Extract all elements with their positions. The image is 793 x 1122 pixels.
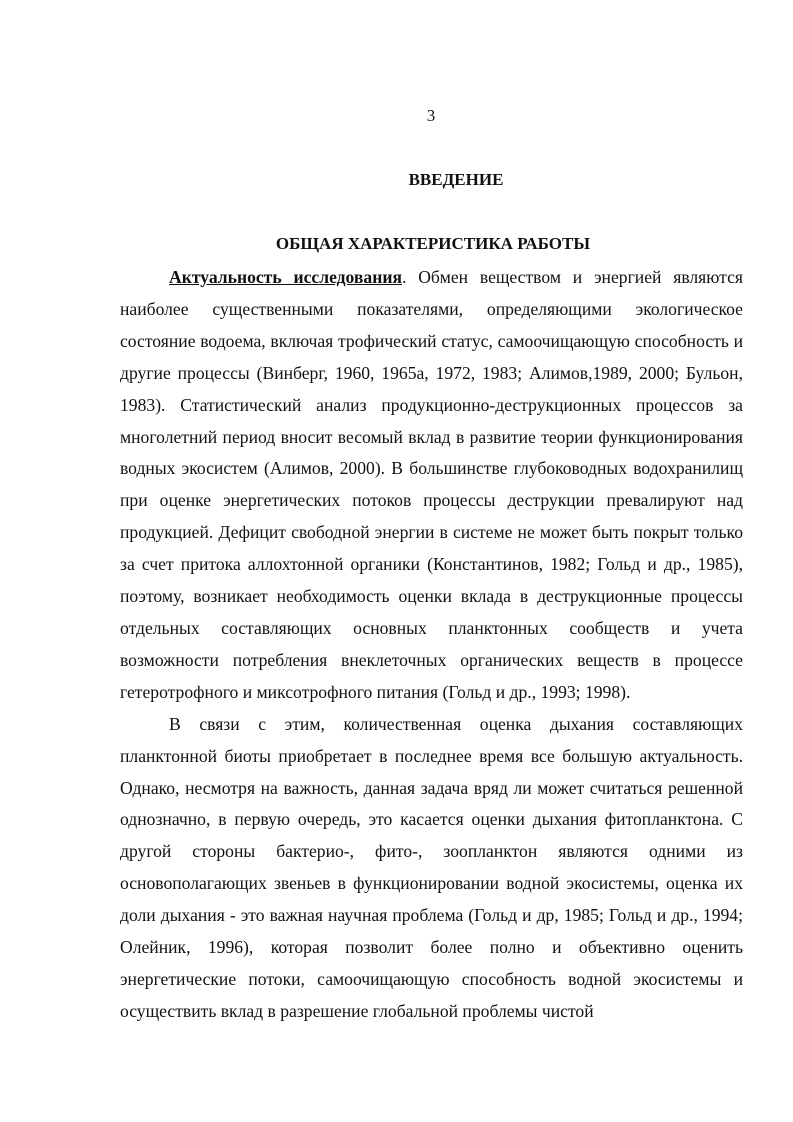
paragraph-text: В связи с этим, количественная оценка дыхания составляющих планктонной биоты приобретает в последнее время все большую актуальность. Однако, несмотря на важность, данная задача вряд ли может считаться решенной однозначно, в первую очередь, это касается оценки дыхания фитопланктона. С другой стороны бактерио-, фито-, зоопланктон являются одними из основополагающих звеньев в функционировании водной экосистемы, оценка их доли дыхания - это важная научная проблема (Гольд и др, 1985; Гольд и др., 1994; Олейник, 1996), которая позволит более полно и объективно оценить энергетические потоки, самоочищающую способность водной экосистемы и осуществить вклад в разрешение глобальной проблемы чистой bbox=[120, 713, 743, 1021]
paragraph-lead: Актуальность исследования bbox=[169, 267, 402, 287]
paragraph-relevance bbox=[120, 262, 743, 709]
body-text bbox=[120, 262, 743, 1028]
paragraph-respiration bbox=[120, 709, 743, 1028]
page-number: 3 bbox=[426, 106, 436, 125]
paragraph-text: . Обмен веществом и энергией являются наиболее существенными показателями, определяющими экологическое состояние водоема, включая трофический статус, самоочищающую способность и другие процессы (Винберг, 1960, 1965а, 1972, 1983; Алимов,1989, 2000; Бульон, 1983). Статистический анализ продукционно-деструкционных процессов за многолетний период вносит весомый вклад в развитие теории функционирования водных экосистем (Алимов, 2000). В большинстве глубоководных водохранилищ при оценке энергетических потоков процессы деструкции превалируют над продукцией. Дефицит свободной энергии в системе не может быть покрыт только за счет притока аллохтонной органики (Константинов, 1982; Гольд и др., 1985), поэтому, возникает необходимость оценки вклада в деструкционные процессы отдельных составляющих основных планктонных сообществ и учета возможности потребления внеклеточных органических веществ в процессе гетеротрофного и миксотрофного питания (Гольд и др., 1993; 1998). bbox=[120, 267, 743, 702]
section-title: ВВЕДЕНИЕ bbox=[408, 170, 504, 189]
section-subtitle: ОБЩАЯ ХАРАКТЕРИСТИКА РАБОТЫ bbox=[275, 234, 591, 253]
